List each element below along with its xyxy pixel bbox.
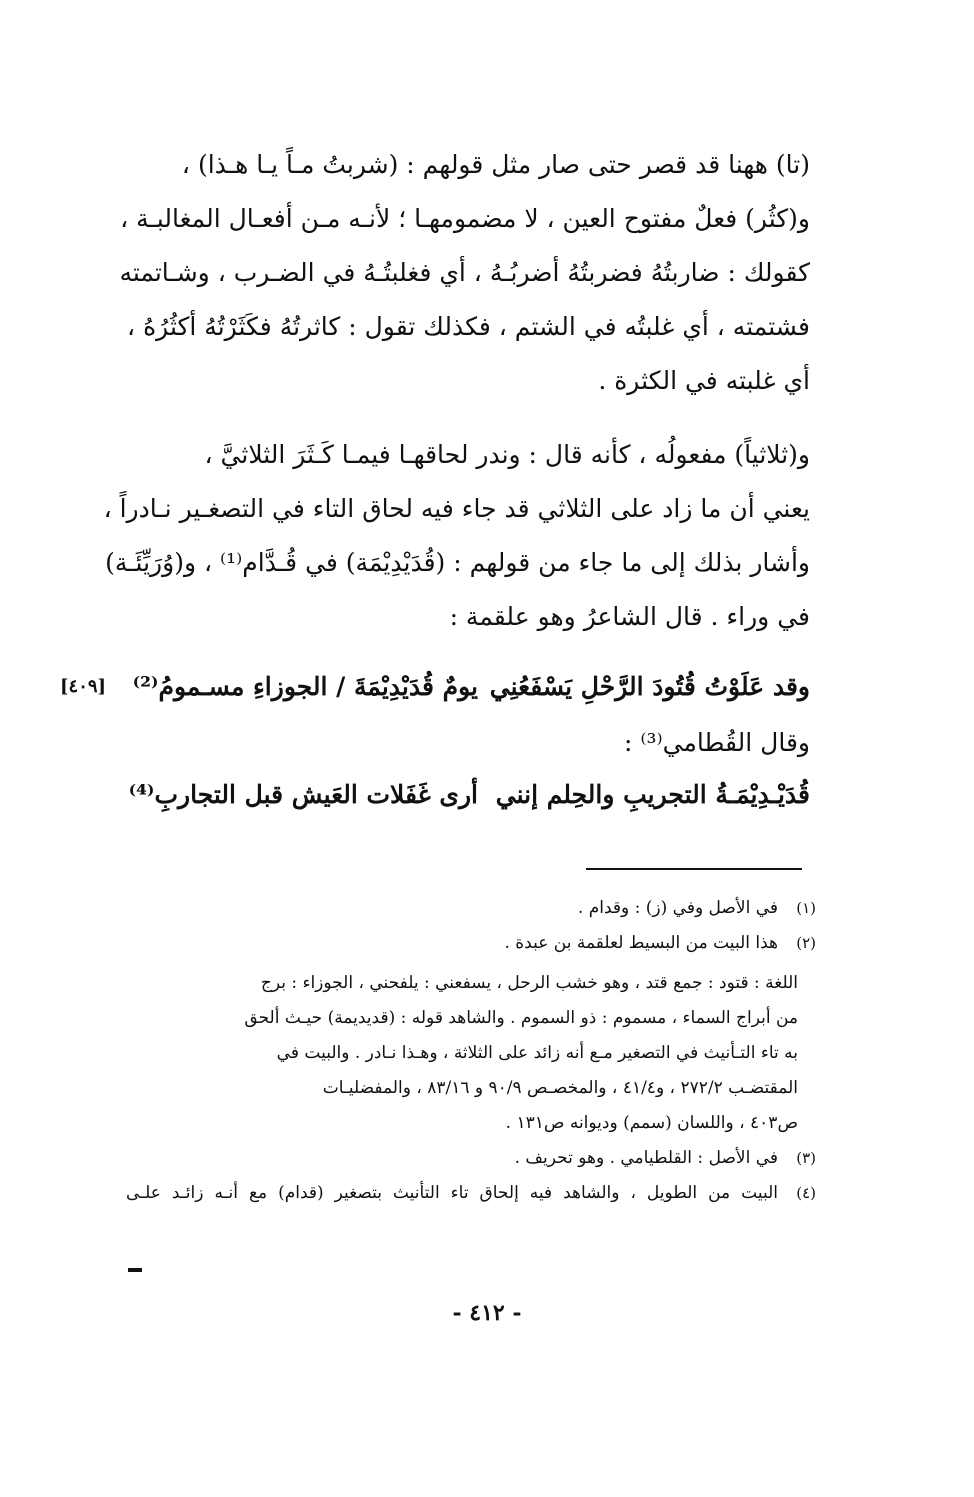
footnote-text: في الأصل : القلطيامي . وهو تحريف . [514, 1148, 778, 1168]
footnote-text: في الأصل وفي (ز) : وقدام . [577, 898, 778, 918]
text-line: في وراء . قال الشاعرُ وهو علقمة : [449, 602, 810, 631]
footnote-continuation: به تاء التـأنيث في التصغير مـع أنه زائد على الثلاثة ، وهـذا نـادر . والبيت في [276, 1043, 798, 1063]
verse-second-hemistich: يومٌ قُدَيْدِيْمَةَ / الجوزاءِ مسـمومُ⁽²⁾ [132, 672, 478, 701]
text-line: يعني أن ما زاد على الثلاثي قد جاء فيه لحاق التاء في التصغـير نـادراً ، [103, 494, 810, 523]
marginal-page-reference: [٤٠٩] [60, 676, 107, 697]
footnote-number: (١) [796, 899, 816, 917]
footnote-number: (٢) [796, 934, 816, 952]
text-line: أي غلبته في الكثرة . [598, 366, 810, 395]
verse-first-hemistich: أرى غَفَلات العَيش قبل التجاربِ⁽⁴⁾ [128, 780, 478, 809]
main-paragraph-1 [119, 138, 810, 408]
text-line: (تا) ههنا قد قصر حتى صار مثل قولهم : (شربتُ مـاً يـا هـذا) ، [181, 150, 810, 179]
main-paragraph-2 [103, 428, 810, 644]
verse-line-1 [0, 662, 974, 712]
footnote-text: هذا البيت من البسيط لعلقمة بن عبدة . [504, 933, 778, 953]
text-line: كقولك : ضاربتُهُ فضربتُهُ أضربُـهُ ، أي فغلبتُـهُ في الضـرب ، وشـاتمته [119, 258, 810, 287]
page-number: - ٤١٢ - [452, 1300, 522, 1326]
verse-line-2 [0, 770, 974, 820]
text-line: فشتمته ، أي غلبتُه في الشتم ، فكذلك تقول : كاثرتُهُ فكَثَرْتُهُ أكثُرُهُ ، [127, 312, 810, 341]
qatami-intro [124, 716, 810, 770]
footnote-continuation: اللغة : قتود : جمع قتد ، وهو خشب الرحل ، يسفعني : يلفحني ، الجوزاء : برج [260, 973, 798, 993]
footnote-number: (٤) [796, 1184, 816, 1202]
text-line: وقال القُطامي⁽³⁾ : [623, 728, 810, 757]
footnote-continuation: من أبراج السماء ، مسموم : ذو السموم . والشاهد قوله : (قديديمة) حيـث ألحق [244, 1008, 798, 1028]
verse-second-hemistich: قُدَيْـدِيْمَـةُ التجريبِ والحِلم إنني [495, 780, 810, 809]
footnote-continuation: ص٤٠٣ ، واللسان (سمم) وديوانه ص١٣١ . [505, 1113, 798, 1133]
text-line: و(ثلاثياً) مفعولُه ، كأنه قال : وندر لحاقهـا فيمـا كَـثَرَ الثلاثيَّ ، [204, 440, 810, 469]
text-line: وأشار بذلك إلى ما جاء من قولهم : (قُدَيْدِيْمَة) في قُـدَّام⁽¹⁾ ، و(وُرَيِّئَـة) [105, 548, 810, 577]
text-line: و(كثُر) فعلٌ مفتوح العين ، لا مضمومهـا ؛ لأنـه مـن أفعـال المغالبـة ، [120, 204, 810, 233]
footnote-separator [586, 868, 802, 870]
footnote-continuation: المقتضـب ٢٧٢/٢ ، و٤١/٤ ، والمخصـص ٩٠/٩ و ٨٣/١٦ ، والمفضليـات [322, 1078, 798, 1098]
footnote-number: (٣) [796, 1149, 816, 1167]
footnote-text: البيت من الطويل ، والشاهد فيه إلحاق تاء التأنيث بتصغير (قدام) مع أنـه زائـد علـى [126, 1183, 778, 1203]
verse-first-hemistich: وقد عَلَوْتُ قُتُودَ الرَّحْلِ يَسْفَعُنِي [489, 672, 810, 701]
continuation-dash [128, 1268, 142, 1272]
